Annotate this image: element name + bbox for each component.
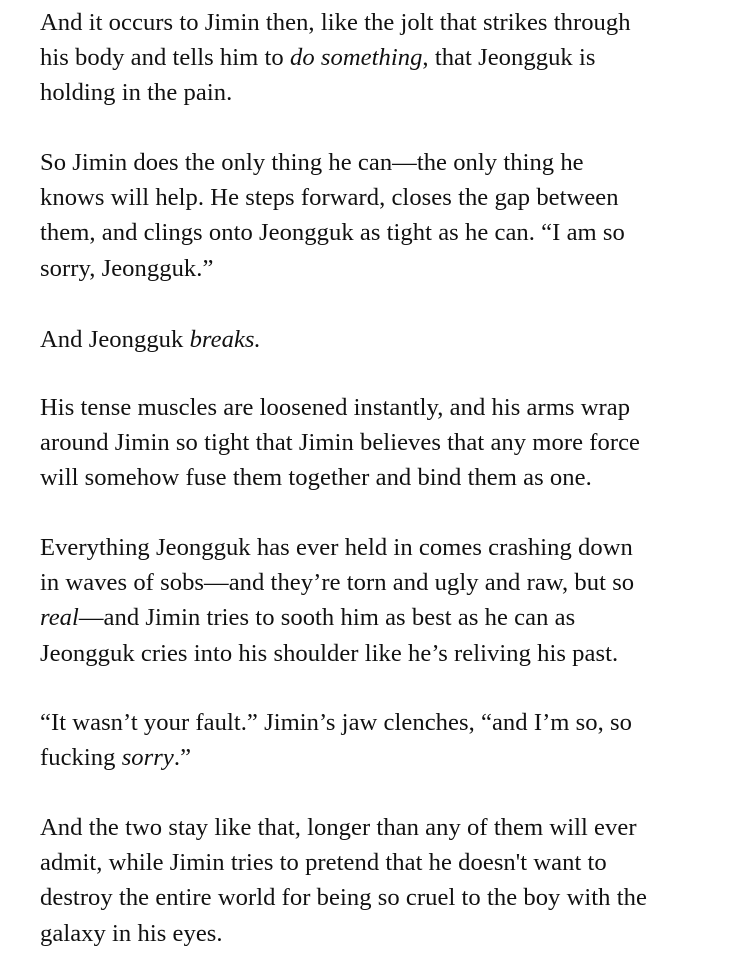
text-line: galaxy in his eyes. (40, 919, 223, 947)
paragraph-not-your-fault (40, 705, 632, 775)
text-line: And Jeongguk breaks. (40, 326, 261, 353)
text-line: And the two stay like that, longer than any of them will ever (40, 814, 637, 841)
text-line: “It wasn’t your fault.” Jimin’s jaw clenches, “and I’m so, so (40, 709, 633, 736)
text-line: Everything Jeongguk has ever held in comes crashing down (40, 534, 633, 561)
text-line: So Jimin does the only thing he can—the only thing he (40, 149, 584, 176)
emphasis: sorry (121, 744, 174, 772)
text-line: will somehow fuse them together and bind them as one. (40, 464, 592, 492)
paragraph-muscles (40, 390, 640, 496)
text-line: real—and Jimin tries to sooth him as best as he can as (40, 604, 576, 632)
paragraph-crashing (40, 530, 634, 671)
text-line: around Jimin so tight that Jimin believes that any more force (40, 429, 641, 457)
paragraph-jolt (40, 5, 631, 111)
paragraph-galaxy (40, 810, 647, 951)
text-line: destroy the entire world for being so cruel to the boy with the (40, 884, 647, 912)
text-line: sorry, Jeongguk.” (40, 254, 214, 282)
emphasis: do something (289, 44, 423, 72)
text-line: his body and tells him to do something, that Jeongguk is (40, 44, 596, 72)
text-line: in waves of sobs—and they’re torn and ugly and raw, but so (40, 569, 635, 597)
text-line: admit, while Jimin tries to pretend that he doesn't want to (40, 849, 607, 877)
emphasis: breaks. (189, 326, 261, 353)
text-line: holding in the pain. (40, 79, 233, 107)
text-line: fucking sorry.” (40, 744, 192, 772)
text-line: Jeongguk cries into his shoulder like he’s reliving his past. (40, 639, 619, 667)
text-line: His tense muscles are loosened instantly, and his arms wrap (40, 394, 631, 421)
paragraph-breaks (40, 322, 261, 357)
paragraph-only-thing (40, 145, 625, 286)
text-line: knows will help. He steps forward, closes the gap between (40, 184, 619, 212)
text-line: And it occurs to Jimin then, like the jolt that strikes through (40, 9, 631, 36)
text-line: them, and clings onto Jeongguk as tight as he can. “I am so (40, 219, 625, 247)
emphasis: real (40, 604, 79, 632)
